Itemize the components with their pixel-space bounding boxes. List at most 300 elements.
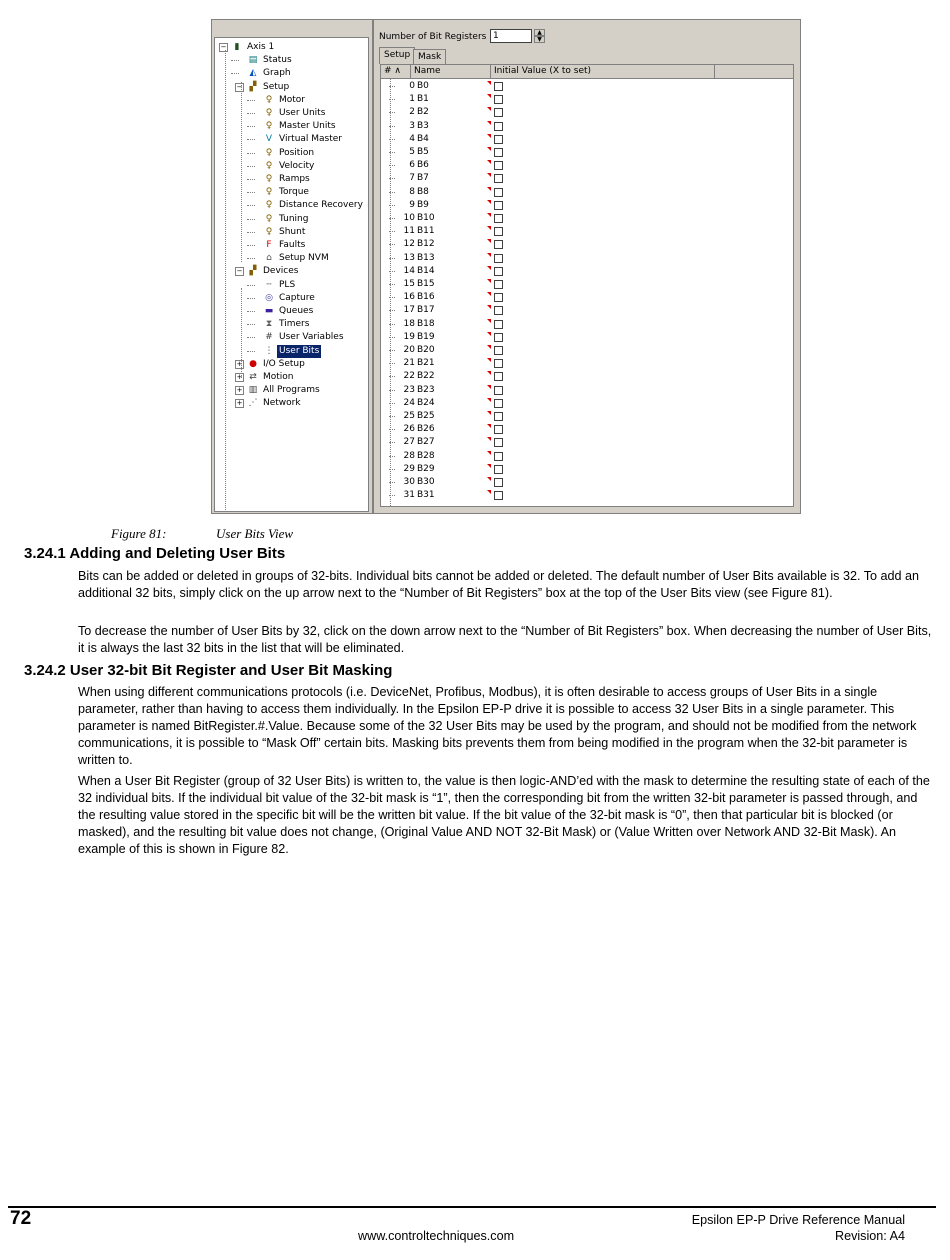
tree-item[interactable] [215,371,368,384]
tree-connector [247,324,255,325]
tree-connector [247,205,255,206]
row-number: 4 [409,133,415,144]
pin-icon: ♀ [265,174,273,184]
figure-caption-title: User Bits View [216,526,294,541]
tree-item-label: Position [279,147,315,158]
table-row[interactable] [381,318,793,331]
user-bits-screenshot [211,19,801,514]
row-number: 11 [403,226,415,237]
tree-item[interactable] [215,94,368,107]
tree-item-label: User Variables [279,332,344,343]
tree-connector [247,139,255,140]
bit-name[interactable]: B14 [417,265,435,276]
footer-manual-title: Epsilon EP-P Drive Reference Manual [691,1213,905,1227]
column-header-name[interactable]: Name [411,65,491,78]
initial-value-checkbox[interactable] [494,438,503,447]
tree-item-label: Status [263,55,292,66]
edit-marker-icon [487,147,491,151]
row-number: 24 [403,397,415,408]
tree-item[interactable] [215,199,368,212]
row-number: 18 [403,318,415,329]
table-row[interactable] [381,463,793,476]
initial-value-checkbox[interactable] [494,372,503,381]
nvm-icon: ⌂ [266,253,272,264]
user-bits-grid [380,64,794,507]
tree-item-label: User Units [279,108,326,118]
tree-item[interactable] [215,265,368,278]
edit-marker-icon [487,160,491,164]
edit-marker-icon [487,81,491,85]
tree-connector [241,82,242,262]
tree-item[interactable] [215,397,368,410]
expand-icon[interactable]: + [236,359,243,368]
bit-name[interactable]: B17 [417,305,435,316]
paragraph: When a User Bit Register (group of 32 User Bits) is written to, the value is then logic-AND’ed with the mask to determine the resulting state of each of the 32 individual bits. If the individual bit value of the 32-bit mask is “1”, then the corresponding bit from the written 32-bit parameter is passed through, and the resulting value stored in the specific bit will be the written bit value. If the bit value of the 32-bit mask is “0”, then that particular bit is blocked (or masked), and the resulting bit value does not change, (Original Value AND NOT 32-Bit Mask) or (Value Written over Network AND 32-Bit Mask). An example of this is shown in Figure 82. [78,774,930,856]
table-row[interactable] [381,133,793,146]
tree-item-label: All Programs [263,385,320,396]
table-row[interactable] [381,423,793,436]
edit-marker-icon [487,332,491,336]
bit-name[interactable]: B31 [417,490,435,501]
tree-connector [247,166,255,167]
initial-value-checkbox[interactable] [494,333,503,342]
table-row[interactable] [381,159,793,172]
row-number: 6 [409,160,415,171]
edit-marker-icon [487,253,491,257]
tab-setup[interactable]: Setup [379,47,415,64]
collapse-icon[interactable]: − [236,267,243,276]
tree-item-label: Ramps [279,174,310,184]
row-number: 9 [409,199,415,210]
bit-name[interactable]: B5 [417,147,429,157]
initial-value-checkbox[interactable] [494,346,503,355]
tree-item[interactable] [215,252,368,265]
paragraph: When using different communications protocols (i.e. DeviceNet, Profibus, Modbus), it is often desirable to access groups of User Bits in a single parameter, rather than having to access them individually. In the Epsilon EP-P drive it is possible to access 32 User Bits in a single parameter. This parameter is named BitRegister.#.Value. Because some of the 32 User Bits may be used by the program, and should not be modified from the network communications, it is possible to “Mask Off” certain bits. Masking bits prevents them from being modified in the program when the 32-bit parameter is written to. [78,685,917,767]
tree-item-label: PLS [279,279,296,290]
tree-connector [247,153,255,154]
expand-icon[interactable]: + [236,399,243,408]
pin-icon: ♀ [265,121,273,132]
num-registers-label: Number of Bit Registers [379,32,487,42]
tree-connector [231,73,239,74]
capture-icon: ◎ [265,292,273,303]
table-row[interactable] [381,331,793,344]
tree-connector [225,50,226,510]
bit-name[interactable]: B3 [417,120,429,131]
initial-value-checkbox[interactable] [494,359,503,368]
tree-item[interactable] [215,173,368,186]
row-number: 26 [403,424,415,435]
pin-icon: ♀ [265,213,273,224]
row-number: 7 [409,173,415,184]
tree-item[interactable] [215,120,368,133]
row-number: 27 [403,437,415,448]
footer-url[interactable]: www.controltechniques.com [358,1229,515,1243]
table-row[interactable] [381,384,793,397]
table-row[interactable] [381,291,793,304]
expand-icon[interactable]: + [236,386,243,395]
virtual-master-icon: V [265,134,273,145]
tree-connector [247,179,255,180]
row-number: 20 [403,345,415,355]
bit-name[interactable]: B27 [417,437,435,448]
table-row[interactable] [381,436,793,449]
tree-item[interactable] [215,292,368,305]
pls-icon: ┄ [266,279,272,290]
table-row[interactable] [381,476,793,489]
network-icon: ⋰ [248,398,258,409]
initial-value-checkbox[interactable] [494,478,503,487]
bit-name[interactable]: B24 [417,397,435,408]
pin-icon: ♀ [265,200,273,211]
bit-name[interactable]: B20 [417,345,435,355]
row-number: 15 [403,279,415,289]
tree-item-label: Torque [279,187,309,198]
tree-item-label: Axis 1 [247,42,275,52]
initial-value-checkbox[interactable] [494,412,503,421]
bit-name[interactable]: B11 [417,226,435,237]
tree-item-label: Motor [279,94,306,105]
edit-marker-icon [487,94,491,98]
table-row[interactable] [381,146,793,159]
bit-name[interactable]: B16 [417,292,435,303]
grid-header [381,65,793,79]
tree-item-label: Faults [279,240,306,250]
table-row[interactable] [381,489,793,502]
row-number: 8 [409,186,415,197]
bit-name[interactable]: B4 [417,133,429,144]
initial-value-checkbox[interactable] [494,320,503,329]
row-number: 14 [403,265,415,276]
bit-name[interactable]: B10 [417,213,435,223]
num-registers-spinner[interactable] [534,29,545,44]
row-number: 16 [403,292,415,303]
row-number: 19 [403,331,415,342]
table-row[interactable] [381,238,793,251]
table-row[interactable] [381,212,793,225]
edit-marker-icon [487,411,491,415]
table-row[interactable] [381,410,793,423]
table-row[interactable] [381,172,793,185]
bit-name[interactable]: B15 [417,279,435,289]
initial-value-checkbox[interactable] [494,306,503,315]
tree-item-label: Tuning [279,213,309,224]
row-number: 25 [403,411,415,421]
edit-marker-icon [487,477,491,481]
tree-item-label: Setup [263,81,290,92]
figure-caption-label: Figure 81: [111,526,167,541]
row-number: 31 [403,490,415,501]
tree-item[interactable] [215,279,368,292]
footer-revision: Revision: A4 [834,1229,905,1243]
bit-name[interactable]: B23 [417,384,435,395]
initial-value-checkbox[interactable] [494,425,503,434]
pin-icon: ♀ [265,147,273,158]
programs-icon: ▥ [248,385,258,396]
initial-value-checkbox[interactable] [494,399,503,408]
tree-item[interactable] [215,358,368,371]
table-row[interactable] [381,120,793,133]
tree-connector [247,285,255,286]
row-number: 22 [403,371,415,382]
initial-value-checkbox[interactable] [494,227,503,236]
tree-item-label: Queues [279,306,314,316]
edit-marker-icon [487,490,491,494]
tree-item[interactable] [215,384,368,397]
tree-item[interactable] [215,54,368,67]
tree-connector [247,311,255,312]
tree-connector [247,100,255,101]
setup-icon: ▞ [249,81,257,92]
row-number: 17 [403,305,415,316]
table-row[interactable] [381,93,793,106]
edit-marker-icon [487,371,491,375]
devices-icon: ▞ [249,266,257,277]
footer-rule [8,1206,936,1208]
table-row[interactable] [381,397,793,410]
row-number: 2 [409,107,415,118]
pin-icon: ♀ [265,108,273,118]
tree-item-label: Network [263,398,301,409]
bit-name[interactable]: B29 [417,463,435,474]
tree-item[interactable] [215,147,368,160]
num-registers-input[interactable]: 1 [490,29,532,43]
column-header-number[interactable]: # ∧ [381,65,411,78]
initial-value-checkbox[interactable] [494,108,503,117]
tree-item[interactable] [215,331,368,344]
initial-value-checkbox[interactable] [494,280,503,289]
bit-name[interactable]: B13 [417,252,435,263]
tree-item-label: Graph [263,68,291,79]
row-number: 23 [403,384,415,395]
bit-name[interactable]: B28 [417,450,435,461]
edit-marker-icon [487,345,491,349]
tree-item[interactable] [215,133,368,146]
tree-item-label: Devices [263,266,299,277]
initial-value-checkbox[interactable] [494,254,503,263]
pin-icon: ♀ [265,94,273,105]
initial-value-checkbox[interactable] [494,465,503,474]
status-icon: ▤ [248,55,258,66]
table-row[interactable] [381,370,793,383]
table-row[interactable] [381,252,793,265]
row-number: 28 [403,450,415,461]
tree-item[interactable] [215,41,368,54]
spin-down-button[interactable]: ▼ [534,36,545,43]
bit-name[interactable]: B0 [417,81,429,91]
tree-connector [247,192,255,193]
faults-icon: F [266,240,272,250]
table-row[interactable] [381,344,793,357]
tree-item-label: Setup NVM [279,253,329,264]
tree-connector [247,258,255,259]
row-number: 10 [403,213,415,223]
edit-marker-icon [487,107,491,111]
pin-icon: ♀ [265,187,273,198]
tree-connector [247,298,255,299]
tree-item-label: Shunt [279,226,306,237]
initial-value-checkbox[interactable] [494,122,503,131]
column-header-initial-value[interactable]: Initial Value (X to set) [491,65,715,78]
user-bits-icon: ⋮ [264,345,274,356]
table-row[interactable] [381,186,793,199]
row-number: 3 [409,120,415,131]
tree-connector [247,232,255,233]
row-number: 30 [403,477,415,487]
initial-value-checkbox[interactable] [494,386,503,395]
tree-item[interactable] [215,239,368,252]
motion-icon: ⇄ [249,372,257,382]
table-row[interactable] [381,357,793,370]
edit-marker-icon [487,385,491,389]
bit-name[interactable]: B26 [417,424,435,435]
row-number: 13 [403,252,415,263]
tree-item-label: Timers [279,319,310,330]
edit-marker-icon [487,266,491,270]
tab-mask[interactable]: Mask [413,49,446,64]
edit-marker-icon [487,213,491,217]
bit-name[interactable]: B9 [417,199,429,210]
tree-item[interactable] [215,226,368,239]
tree-item[interactable] [215,213,368,226]
tree-item-label: Virtual Master [279,134,343,145]
initial-value-checkbox[interactable] [494,174,503,183]
timers-icon: ⧗ [265,319,273,330]
edit-marker-icon [487,239,491,243]
tree-connector [247,113,255,114]
table-row[interactable] [381,304,793,317]
table-row[interactable] [381,199,793,212]
tree-connector [247,219,255,220]
edit-marker-icon [487,464,491,468]
bit-name[interactable]: B30 [417,477,435,487]
initial-value-checkbox[interactable] [494,201,503,210]
queues-icon: ▬ [264,306,274,316]
edit-marker-icon [487,187,491,191]
edit-marker-icon [487,292,491,296]
table-row[interactable] [381,278,793,291]
edit-marker-icon [487,121,491,125]
tree-connector [241,288,242,378]
row-number: 12 [403,239,415,250]
project-tree[interactable] [214,37,369,512]
section-heading-adding-deleting: 3.24.1 Adding and Deleting User Bits [24,545,286,562]
edit-marker-icon [487,437,491,441]
tree-item-label: Motion [263,372,294,382]
sort-arrow-icon: ∧ [394,66,402,76]
edit-marker-icon [487,358,491,362]
bit-name[interactable]: B25 [417,411,435,421]
paragraph: To decrease the number of User Bits by 32, click on the down arrow next to the “Number of Bit Registers” box. When decreasing the number of User Bits, it is always the last 32 bits in the list that will be eliminated. [78,624,932,655]
paragraph: Bits can be added or deleted in groups of 32-bits. Individual bits cannot be added or deleted. The default number of User Bits available is 32. To add an additional 32 bits, simply click on the up arrow next to the “Number of Bit Registers” box at the top of the User Bits view (see Figure 81). [78,569,920,600]
tree-item[interactable] [215,186,368,199]
initial-value-checkbox[interactable] [494,267,503,276]
row-number: 5 [409,147,415,157]
table-row[interactable] [381,80,793,93]
edit-marker-icon [487,134,491,138]
tree-item-label: Distance Recovery [279,200,363,211]
row-number: 0 [409,81,415,91]
edit-marker-icon [487,279,491,283]
initial-value-checkbox[interactable] [494,491,503,500]
edit-marker-icon [487,200,491,204]
tree-item-label: Capture [279,292,315,303]
graph-icon: ◭ [249,68,257,79]
tree-item-label: I/O Setup [263,358,305,369]
tree-item[interactable] [215,107,368,120]
bit-name[interactable]: B12 [417,239,435,250]
tree-item-label: Master Units [279,121,336,132]
collapse-icon[interactable]: − [236,82,243,91]
edit-marker-icon [487,424,491,428]
io-setup-icon: ● [249,358,257,369]
page-number: 72 [10,1208,32,1229]
edit-marker-icon [487,398,491,402]
tree-item-label: Velocity [279,160,315,171]
edit-marker-icon [487,173,491,177]
initial-value-checkbox[interactable] [494,148,503,157]
tree-connector [247,126,255,127]
initial-value-checkbox[interactable] [494,452,503,461]
bit-name[interactable]: B18 [417,318,435,329]
initial-value-checkbox[interactable] [494,82,503,91]
bit-name[interactable]: B19 [417,331,435,342]
bit-name[interactable]: B2 [417,107,429,118]
user-bits-panel [372,20,802,513]
initial-value-checkbox[interactable] [494,95,503,104]
tree-connector [247,245,255,246]
tree-connector [231,60,239,61]
bit-name[interactable]: B22 [417,371,435,382]
row-number: 29 [403,463,415,474]
tree-connector [247,337,255,338]
bit-name[interactable]: B6 [417,160,429,171]
axis-icon: ▮ [234,42,240,52]
bit-name[interactable]: B21 [417,358,435,369]
table-row[interactable] [381,225,793,238]
pin-icon: ♀ [265,226,273,237]
bit-name[interactable]: B1 [417,94,429,105]
edit-marker-icon [487,305,491,309]
initial-value-checkbox[interactable] [494,214,503,223]
tree-item[interactable] [215,67,368,80]
edit-marker-icon [487,319,491,323]
tree-item[interactable] [215,305,368,318]
section-heading-masking: 3.24.2 User 32-bit Bit Register and User Bit Masking [24,662,393,679]
tree-item[interactable] [215,345,368,358]
initial-value-checkbox[interactable] [494,161,503,170]
expand-icon[interactable]: + [236,373,243,381]
row-number: 21 [403,358,415,369]
tree-item[interactable] [215,318,368,331]
initial-value-checkbox[interactable] [494,135,503,144]
collapse-icon[interactable]: − [220,43,227,51]
initial-value-checkbox[interactable] [494,240,503,249]
tree-item-label: User Bits [279,345,320,356]
bit-name[interactable]: B7 [417,173,429,184]
table-row[interactable] [381,265,793,278]
tree-connector [247,351,255,352]
initial-value-checkbox[interactable] [494,188,503,197]
tree-item[interactable] [215,81,368,94]
initial-value-checkbox[interactable] [494,293,503,302]
table-row[interactable] [381,106,793,119]
spin-up-button[interactable]: ▲ [534,29,545,36]
bit-name[interactable]: B8 [417,186,429,197]
table-row[interactable] [381,450,793,463]
row-number: 1 [409,94,415,105]
tree-item[interactable] [215,160,368,173]
